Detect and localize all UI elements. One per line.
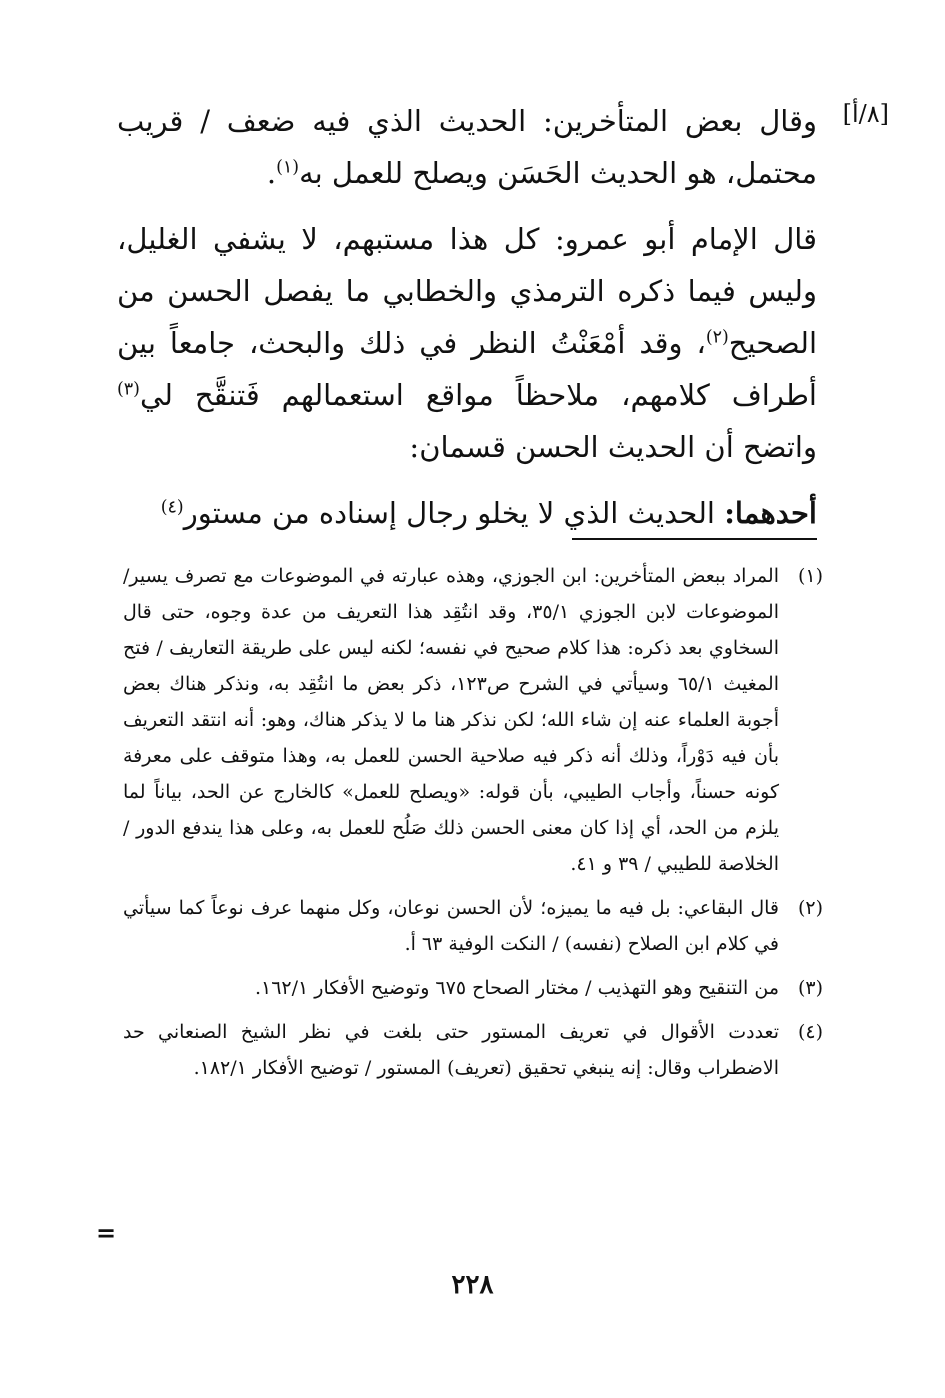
footnote-number: (١)	[797, 565, 823, 587]
manuscript-folio-reference: [٨/أ]	[842, 100, 889, 128]
text-span: قال الإمام أبو عمرو: كل هذا مستبهم، لا يشفي الغليل، وليس فيما ذكره الترمذي والخطابي ما يفصل الحسن من الصحيح	[117, 222, 817, 360]
footnote-marker-2: (٢)	[705, 327, 729, 348]
lead-word: أحدهما:	[724, 496, 817, 530]
footnote-text: تعددت الأقوال في تعريف المستور حتى بلغت في نظر الشيخ الصنعاني حد الاضطراب وقال: إنه ينبغي تحقيق (تعريف) المستور / توضيح الأفكار ١٨٢/١.	[123, 1021, 779, 1079]
page-number: ٢٢٨	[451, 1270, 494, 1300]
footnote-number: (٢)	[797, 897, 823, 919]
footnote-text: المراد ببعض المتأخرين: ابن الجوزي، وهذه عبارته في الموضوعات مع تصرف يسير/ الموضوعات لابن الجوزي ٣٥/١، وقد انتُقِد هذا التعريف من عدة وجوه، حتى قال السخاوي بعد ذكره: هذا كلام صحيح في نفسه؛ لكنه ليس على طريقة التعاريف / فتح المغيث ٦٥/١ وسيأتي في الشرح ص١٢٣، ذكر بعض ما انتُقِد به، ونذكر هناك بعض أجوبة العلماء عنه إن شاء الله؛ لكن نذكر هنا ما لا يذكر هناك، وهو: أنه انتقد التعريف بأن فيه دَوْراً، وذلك أنه ذكر فيه صلاحية الحسن للعمل به، وهذا متوقف على معرفة كونه حسناً، وأجاب الطيبي، بأن قوله: «ويصلح للعمل» كالخارج عن الحد، بياناً لما يلزم من الحد، أي إذا كان معنى الحسن ذلك صَلُح للعمل به، وعلى هذا يندفع الدور / الخلاصة للطيبي / ٣٩ و ٤١.	[123, 565, 779, 875]
footnote-marker-1: (١)	[276, 157, 300, 178]
continuation-mark: =	[96, 1218, 117, 1247]
text-span: وقال بعض المتأخرين: الحديث الذي فيه ضعف / قريب محتمل، هو الحديث الحَسَن ويصلح للعمل به	[117, 104, 817, 190]
footnote-marker-4: (٤)	[160, 497, 184, 518]
footnote	[123, 890, 823, 962]
text-span: واتضح أن الحديث الحسن قسمان:	[409, 430, 817, 464]
footnote	[123, 558, 823, 882]
paragraph-1	[117, 95, 817, 199]
footnote-number: (٤)	[797, 1021, 823, 1043]
footnote-marker-3: (٣)	[117, 379, 140, 400]
footnote	[123, 970, 823, 1006]
paragraph-2	[117, 213, 817, 473]
footnote	[123, 1014, 823, 1086]
footnotes	[123, 558, 823, 1094]
text-span: الحديث الذي لا يخلو رجال إسناده من مستور	[183, 496, 725, 530]
footnote-number: (٣)	[797, 977, 823, 999]
text-span: ، وقد أمْعَنْتُ النظر في ذلك والبحث، جامعاً بين أطراف كلامهم، ملاحظاً مواقع استعمالهم فَتنقَّح لي	[117, 326, 817, 412]
footnote-text: قال البقاعي: بل فيه ما يميزه؛ لأن الحسن نوعان، وكل منهما عرف نوعاً كما سيأتي في كلام ابن الصلاح (نفسه) / النكت الوفية ٦٣ أ.	[123, 897, 779, 955]
footnote-separator	[572, 538, 817, 540]
footnote-text: من التنقيح وهو التهذيب / مختار الصحاح ٦٧٥ وتوضيح الأفكار ١٦٢/١.	[254, 977, 779, 999]
main-text	[117, 95, 817, 553]
paragraph-3	[117, 487, 817, 539]
text-span: .	[266, 156, 277, 190]
